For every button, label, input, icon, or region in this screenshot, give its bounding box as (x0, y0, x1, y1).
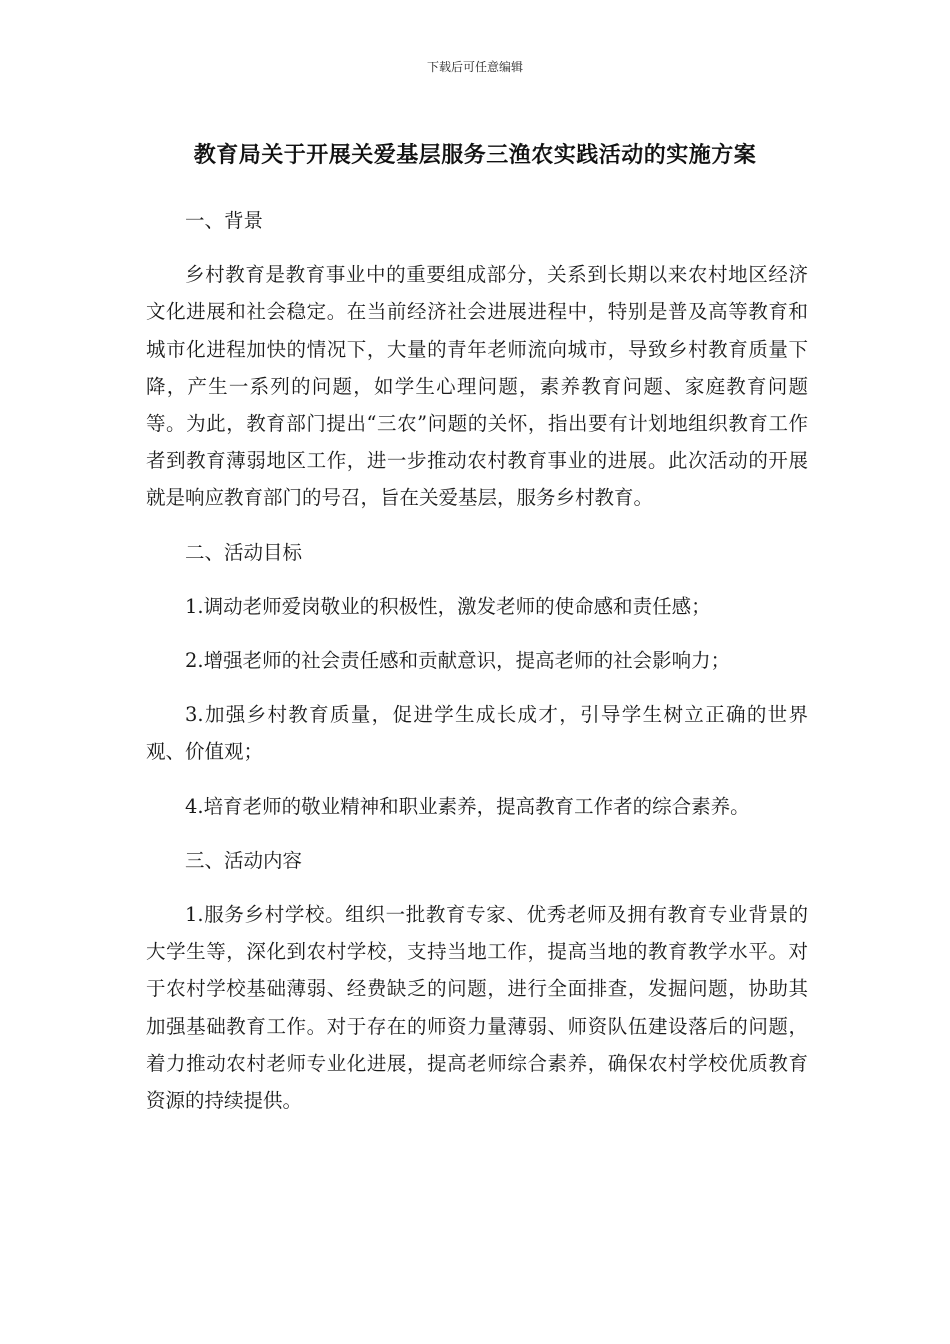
document-body (146, 202, 808, 1119)
header-note: 下载后可任意编辑 (426, 60, 523, 74)
goal-item-2: 2.增强老师的社会责任感和贡献意识，提高老师的社会影响力； (185, 649, 731, 673)
section-heading-background: 一、背景 (185, 209, 264, 232)
goal-item-3: 3.加强乡村教育质量，促进学生成长成才，引导学生树立正确的世界观、价值观； (146, 703, 808, 764)
paragraph-background: 乡村教育是教育事业中的重要组成部分，关系到长期以来农村地区经济文化进展和社会稳定。在当前经济社会进展进程中，特别是普及高等教育和城市化进程加快的情况下，大量的青年老师流向城市，导致乡村教育质量下降，产生一系列的问题，如学生心理问题，素养教育问题、家庭教育问题等。为此，教育部门提出“三农”问题的关怀，指出要有计划地组织教育工作者到教育薄弱地区工作，进一步推动农村教育事业的进展。此次活动的开展就是响应教育部门的号召，旨在关爱基层，服务乡村教育。 (146, 263, 808, 510)
goal-item-4: 4.培育老师的敬业精神和职业素养，提高教育工作者的综合素养。 (185, 794, 750, 818)
section-heading-content: 三、活动内容 (185, 848, 303, 872)
goal-item-1: 1.调动老师爱岗敬业的积极性，激发老师的使命感和责任感； (185, 594, 711, 618)
content-item-1: 1.服务乡村学校。组织一批教育专家、优秀老师及拥有教育专业背景的大学生等，深化到农村学校，支持当地工作，提高当地的教育教学水平。对于农村学校基础薄弱、经费缺乏的问题，进行全面排查，发掘问题，协助其加强基础教育工作。对于存在的师资力量薄弱、师资队伍建设落后的问题，着力推动农村老师专业化进展，提高老师综合素养，确保农村学校优质教育资源的持续提供。 (146, 903, 808, 1113)
section-heading-goals: 二、活动目标 (185, 540, 303, 564)
document-title: 教育局关于开展关爱基层服务三渔农实践活动的实施方案 (193, 143, 757, 168)
